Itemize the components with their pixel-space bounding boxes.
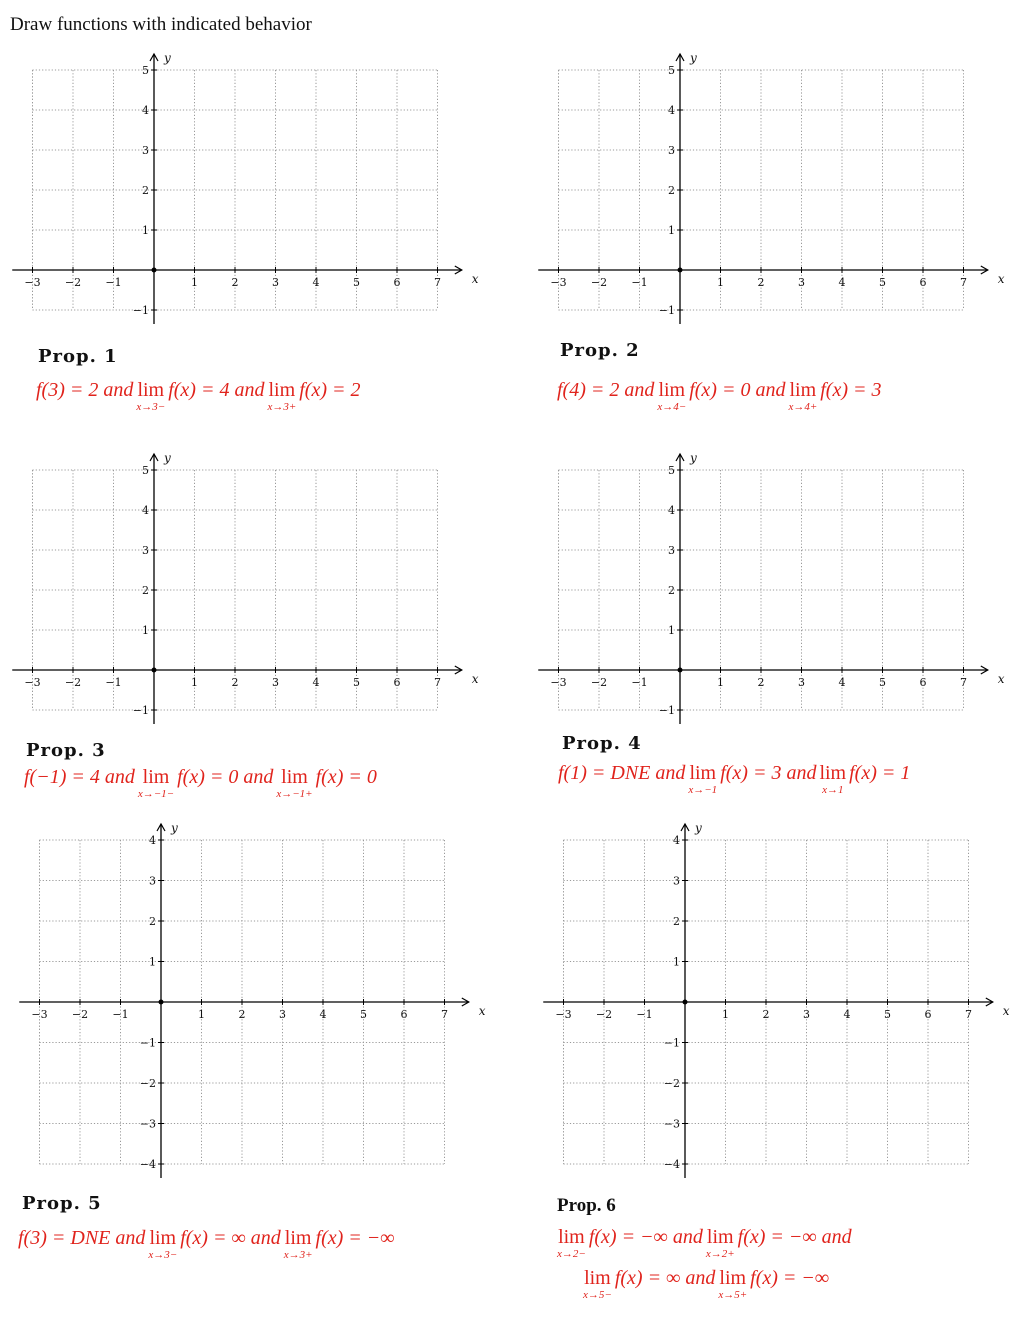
x-tick-label: −3	[24, 676, 41, 689]
y-axis-label: y	[690, 451, 697, 465]
y-tick-label: 5	[142, 464, 149, 477]
lim-subscript: x→4−	[657, 401, 687, 413]
x-tick-label: −3	[550, 676, 567, 689]
x-tick-label: 4	[312, 276, 320, 289]
x-tick-label: −3	[550, 276, 567, 289]
y-tick-label: 2	[673, 915, 680, 928]
lim-word: lim	[706, 1226, 734, 1248]
x-axis-label: x	[471, 672, 479, 686]
graph-1	[0, 40, 480, 330]
graph-6	[524, 810, 1010, 1190]
lim-word: lim	[719, 1267, 747, 1289]
prop-4-part-b: f(x) = 3 and	[720, 762, 817, 784]
prop-4-limit-2	[819, 763, 846, 796]
y-tick-label: 1	[142, 624, 149, 637]
lim-word: lim	[284, 1227, 312, 1249]
y-axis-label: y	[164, 451, 171, 465]
lim-word: lim	[819, 762, 847, 784]
y-tick-label: 3	[673, 874, 680, 888]
prop-5-condition	[18, 1228, 395, 1261]
lim-subscript: x→2−	[557, 1248, 586, 1260]
lim-subscript: x→3−	[136, 401, 166, 413]
origin-dot	[683, 1000, 688, 1005]
grid	[33, 70, 438, 310]
prop-1-part-a: f(3) = 2 and	[36, 379, 134, 401]
x-tick-label: 1	[191, 676, 198, 689]
prop-3-limit-1	[138, 767, 174, 800]
prop-5-label: Prop. 5	[22, 1193, 102, 1214]
y-tick-label: 1	[668, 224, 675, 237]
x-tick-label: 1	[191, 276, 198, 289]
prop-1-label: Prop. 1	[38, 346, 118, 367]
lim-subscript: x→5−	[583, 1289, 612, 1301]
graph-3	[0, 440, 480, 730]
prop-6-limit-2	[706, 1227, 735, 1260]
x-tick-label: 5	[884, 1008, 891, 1021]
x-tick-label: 6	[919, 676, 927, 689]
prop-4-part-a: f(1) = DNE and	[558, 762, 686, 784]
x-tick-label: −3	[555, 1008, 572, 1021]
lim-subscript: x→5+	[718, 1289, 748, 1301]
y-tick-label: 1	[673, 955, 680, 969]
prop-3-part-b: f(x) = 0 and	[177, 766, 274, 788]
x-tick-label: 1	[722, 1008, 729, 1021]
y-tick-label: 1	[142, 224, 149, 237]
x-tick-label: 3	[798, 276, 805, 289]
x-tick-label: −1	[112, 1008, 129, 1021]
x-tick-label: 1	[198, 1008, 205, 1021]
x-tick-label: 1	[717, 276, 724, 289]
y-tick-label: 2	[668, 184, 675, 197]
x-tick-label: 5	[353, 676, 360, 689]
origin-dot	[159, 1000, 164, 1005]
y-tick-label: 3	[668, 144, 675, 157]
x-axis-label: x	[471, 272, 479, 286]
lim-subscript: x→1	[822, 784, 844, 796]
x-tick-label: 6	[919, 276, 927, 289]
lim-subscript: x→−1+	[276, 788, 313, 800]
prop-2-label: Prop. 2	[560, 340, 640, 361]
x-tick-label: 2	[231, 676, 239, 689]
x-axis-label: x	[997, 672, 1005, 686]
y-tick-label: 2	[142, 184, 149, 197]
y-tick-label: 2	[142, 584, 149, 597]
y-tick-label: 4	[668, 504, 675, 517]
prop-6-part-e: f(x) = −∞	[750, 1267, 830, 1289]
x-tick-label: 3	[279, 1008, 286, 1021]
x-tick-label: −3	[31, 1008, 48, 1021]
prop-4-limit-1	[688, 763, 717, 796]
x-tick-label: 3	[272, 276, 279, 289]
grid	[559, 470, 964, 710]
y-tick-label: 3	[142, 144, 149, 157]
x-tick-label: 7	[960, 276, 967, 289]
prop-1-limit-2	[267, 380, 296, 413]
y-tick-label: 4	[673, 834, 680, 847]
x-axis-label: x	[1002, 1004, 1010, 1018]
graph-4	[524, 440, 1004, 730]
y-tick-label: 2	[668, 584, 675, 597]
y-tick-label: 2	[149, 915, 156, 928]
lim-word: lim	[137, 379, 165, 401]
y-axis-label: y	[171, 821, 178, 835]
x-tick-label: −2	[64, 276, 82, 289]
x-tick-label: 4	[838, 676, 846, 689]
prop-5-part-a: f(3) = DNE and	[18, 1227, 146, 1249]
prop-1-condition	[36, 380, 361, 413]
x-axis-label: x	[478, 1004, 486, 1018]
y-axis-label: y	[690, 51, 697, 65]
prop-6-part-b: f(x) = −∞ and	[588, 1226, 703, 1248]
y-tick-label: 4	[142, 504, 149, 517]
x-tick-label: 7	[434, 676, 441, 689]
x-tick-label: 7	[960, 676, 967, 689]
x-tick-label: 2	[757, 276, 765, 289]
lim-subscript: x→3−	[148, 1249, 178, 1261]
y-axis-label: y	[695, 821, 702, 835]
prop-1-limit-1	[136, 380, 165, 413]
x-tick-label: 4	[319, 1008, 327, 1021]
x-tick-label: 3	[272, 676, 279, 689]
y-tick-label: −2	[663, 1077, 680, 1090]
prop-2-condition	[557, 380, 882, 413]
lim-word: lim	[584, 1267, 611, 1289]
lim-word: lim	[789, 379, 817, 401]
prop-1-part-b: f(x) = 4 and	[168, 379, 265, 401]
prop-6-limit-3	[583, 1268, 612, 1301]
prop-5-part-c: f(x) = −∞	[315, 1227, 395, 1249]
x-tick-label: 5	[353, 276, 360, 289]
grid	[33, 470, 438, 710]
y-tick-label: 1	[149, 955, 156, 969]
lim-word: lim	[658, 379, 686, 401]
prop-5-limit-2	[284, 1228, 313, 1261]
lim-subscript: x→2+	[705, 1248, 735, 1260]
prop-3-part-a: f(−1) = 4 and	[24, 766, 135, 788]
prop-6-condition-line-2	[580, 1268, 829, 1301]
x-tick-label: 7	[434, 276, 441, 289]
prop-2-part-a: f(4) = 2 and	[557, 379, 655, 401]
x-axis-label: x	[997, 272, 1005, 286]
x-tick-label: 4	[838, 276, 846, 289]
lim-subscript: x→3+	[267, 401, 297, 413]
x-tick-label: −2	[590, 676, 608, 689]
prop-4-part-c: f(x) = 1	[849, 762, 911, 784]
y-tick-label: 5	[142, 64, 149, 77]
lim-word: lim	[689, 762, 717, 784]
x-tick-label: −2	[64, 676, 82, 689]
x-tick-label: −1	[636, 1008, 653, 1021]
x-tick-label: 4	[843, 1008, 851, 1021]
prop-3-condition	[24, 767, 377, 800]
x-tick-label: −2	[71, 1008, 89, 1021]
y-tick-label: −1	[658, 704, 675, 717]
prop-5-limit-1	[148, 1228, 177, 1261]
x-tick-label: 5	[879, 676, 886, 689]
prop-3-label: Prop. 3	[26, 740, 106, 761]
x-tick-label: 6	[924, 1008, 932, 1021]
origin-dot	[678, 668, 683, 673]
y-tick-label: −4	[663, 1158, 680, 1171]
y-tick-label: −2	[139, 1077, 156, 1090]
y-tick-label: −1	[139, 1036, 156, 1050]
graph-5	[0, 810, 486, 1190]
x-tick-label: 2	[762, 1008, 770, 1021]
x-tick-label: 6	[393, 676, 401, 689]
x-tick-label: 2	[231, 276, 239, 289]
y-tick-label: −1	[132, 304, 149, 317]
x-tick-label: 1	[717, 676, 724, 689]
lim-word: lim	[558, 1226, 585, 1248]
x-tick-label: 3	[803, 1008, 810, 1021]
y-tick-label: −3	[139, 1117, 156, 1131]
grid	[559, 70, 964, 310]
x-tick-label: 3	[798, 676, 805, 689]
y-axis-label: y	[164, 51, 171, 65]
prop-6-part-d: f(x) = ∞ and	[614, 1267, 716, 1289]
y-tick-label: 4	[142, 104, 149, 117]
lim-subscript: x→−1	[688, 784, 718, 796]
prop-3-part-c: f(x) = 0	[315, 766, 377, 788]
x-tick-label: 5	[879, 276, 886, 289]
prop-3-limit-2	[276, 767, 312, 800]
y-tick-label: 4	[149, 834, 156, 847]
lim-word: lim	[281, 766, 308, 788]
y-tick-label: −4	[139, 1158, 156, 1171]
origin-dot	[678, 268, 683, 273]
prop-2-part-b: f(x) = 0 and	[689, 379, 786, 401]
x-tick-label: 5	[360, 1008, 367, 1021]
y-tick-label: 3	[668, 544, 675, 557]
prop-6-limit-4	[718, 1268, 747, 1301]
y-tick-label: −1	[663, 1036, 680, 1050]
prop-6-label: Prop. 6	[557, 1195, 616, 1216]
prop-1-part-c: f(x) = 2	[299, 379, 361, 401]
x-tick-label: 6	[400, 1008, 408, 1021]
y-tick-label: 3	[142, 544, 149, 557]
lim-word: lim	[149, 1227, 177, 1249]
x-tick-label: −1	[631, 276, 648, 289]
prop-5-part-b: f(x) = ∞ and	[180, 1227, 281, 1249]
lim-word: lim	[268, 379, 296, 401]
x-tick-label: 6	[393, 276, 401, 289]
origin-dot	[152, 668, 157, 673]
x-tick-label: 4	[312, 676, 320, 689]
lim-subscript: x→4+	[788, 401, 818, 413]
x-tick-label: 7	[965, 1008, 972, 1021]
prop-6-limit-1	[557, 1227, 586, 1260]
y-tick-label: −1	[658, 304, 675, 317]
lim-subscript: x→−1−	[137, 788, 175, 800]
graph-2	[524, 40, 1004, 330]
prop-6-condition-line-1	[554, 1227, 852, 1260]
prop-4-label: Prop. 4	[562, 733, 642, 754]
y-tick-label: −1	[132, 704, 149, 717]
x-tick-label: −1	[105, 276, 122, 289]
y-tick-label: −3	[663, 1117, 680, 1131]
origin-dot	[152, 268, 157, 273]
x-tick-label: −2	[590, 276, 608, 289]
page-title: Draw functions with indicated behavior	[10, 14, 312, 35]
x-tick-label: −1	[105, 676, 122, 689]
prop-2-part-c: f(x) = 3	[820, 379, 882, 401]
y-tick-label: 4	[668, 104, 675, 117]
y-tick-label: 1	[668, 624, 675, 637]
y-tick-label: 5	[668, 64, 675, 77]
prop-6-part-c: f(x) = −∞ and	[737, 1226, 852, 1248]
lim-word: lim	[142, 766, 170, 788]
x-tick-label: 7	[441, 1008, 448, 1021]
x-tick-label: −3	[24, 276, 41, 289]
x-tick-label: 2	[757, 676, 765, 689]
x-tick-label: −2	[595, 1008, 613, 1021]
x-tick-label: −1	[631, 676, 648, 689]
x-tick-label: 2	[238, 1008, 246, 1021]
y-tick-label: 5	[668, 464, 675, 477]
y-tick-label: 3	[149, 874, 156, 888]
lim-subscript: x→3+	[283, 1249, 313, 1261]
prop-4-condition	[558, 763, 910, 796]
prop-2-limit-2	[788, 380, 817, 413]
prop-2-limit-1	[657, 380, 686, 413]
